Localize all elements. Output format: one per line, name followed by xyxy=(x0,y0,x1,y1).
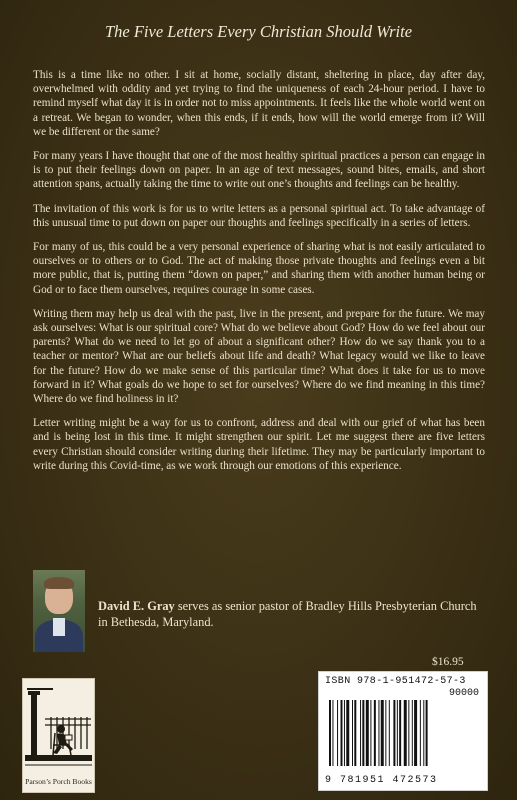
blurb-paragraph: For many years I have thought that one of the most healthy spiritual practices a person can engage in is to put their feelings down on paper. In an age of text messages, sound bites, emails, and short attention spans, actually taking the time to write out one’s thoughts and feelings can be healthy. xyxy=(33,150,485,191)
publisher-logo xyxy=(22,678,95,793)
author-photo xyxy=(33,570,85,652)
barcode-icon xyxy=(327,700,479,768)
barcode-price-code: 90000 xyxy=(448,688,479,699)
blurb-paragraph: Writing them may help us deal with the past, live in the present, and prepare for the future. We may ask ourselves: What is our spiritual core? What do we believe about God? How do we feel about our parents? What do we need to let go of about a significant other? How do we say thank you to a teacher or mentor? What are our beliefs about life and death? What legacy would we like to leave for the future? How do we make sense of this particular time? What does it take for us to move forward in it? What goals do we hope to set for ourselves? Where do we find meaning in this time? Where do we find holiness in it? xyxy=(33,307,485,406)
isbn-barcode xyxy=(318,671,488,791)
isbn-number: ISBN 978-1-951472-57-3 xyxy=(325,676,466,687)
porch-illustration-icon xyxy=(23,679,94,774)
blurb-text xyxy=(33,68,485,483)
blurb-paragraph: For many of us, this could be a very personal experience of sharing what is not easily articulated to ourselves or to others or to God. The act of making those private thoughts and feelings even a bit more public, that is, putting them “down on paper,” and sharing them with another human being or God or to face them ourselves, requires courage in some cases. xyxy=(33,241,485,296)
blurb-paragraph: The invitation of this work is for us to write letters as a personal spiritual act. To take advantage of this unusual time to put down on paper our thoughts and feelings specifically in a series of letters. xyxy=(33,202,485,229)
book-title: The Five Letters Every Christian Should Write xyxy=(104,22,413,41)
author-bio xyxy=(98,598,486,630)
publisher-name: Parson’s Porch Books xyxy=(25,777,92,786)
author-section xyxy=(33,570,485,652)
blurb-paragraph: This is a time like no other. I sit at home, socially distant, sheltering in place, day after day, overwhelmed with oddity and yet trying to find the uniqueness of each 24-hour period. I have to remind myself what day it is in order not to miss appointments. It feels like the whole world went on a retreat. We began to wonder, when this ends, if it ends, how will the world emerge from it? Will we be different or the same? xyxy=(33,69,485,138)
blurb-paragraph: Letter writing might be a way for us to confront, address and deal with our grief of what has been and is being lost in this time. It might strengthen our spirit. Let me suggest there are five letters every Christian should consider writing during their lifetime. They may be particularly important to write during this Covid-time, as we work through our emotions of this experience. xyxy=(33,417,485,472)
author-bio-text: serves as senior pastor of Bradley Hills Presbyterian Church in Bethesda, Maryland. xyxy=(98,599,477,629)
ean-number: 9 781951 472573 xyxy=(325,775,438,786)
author-name: David E. Gray xyxy=(98,599,175,613)
price-label: $16.95 xyxy=(432,656,464,668)
